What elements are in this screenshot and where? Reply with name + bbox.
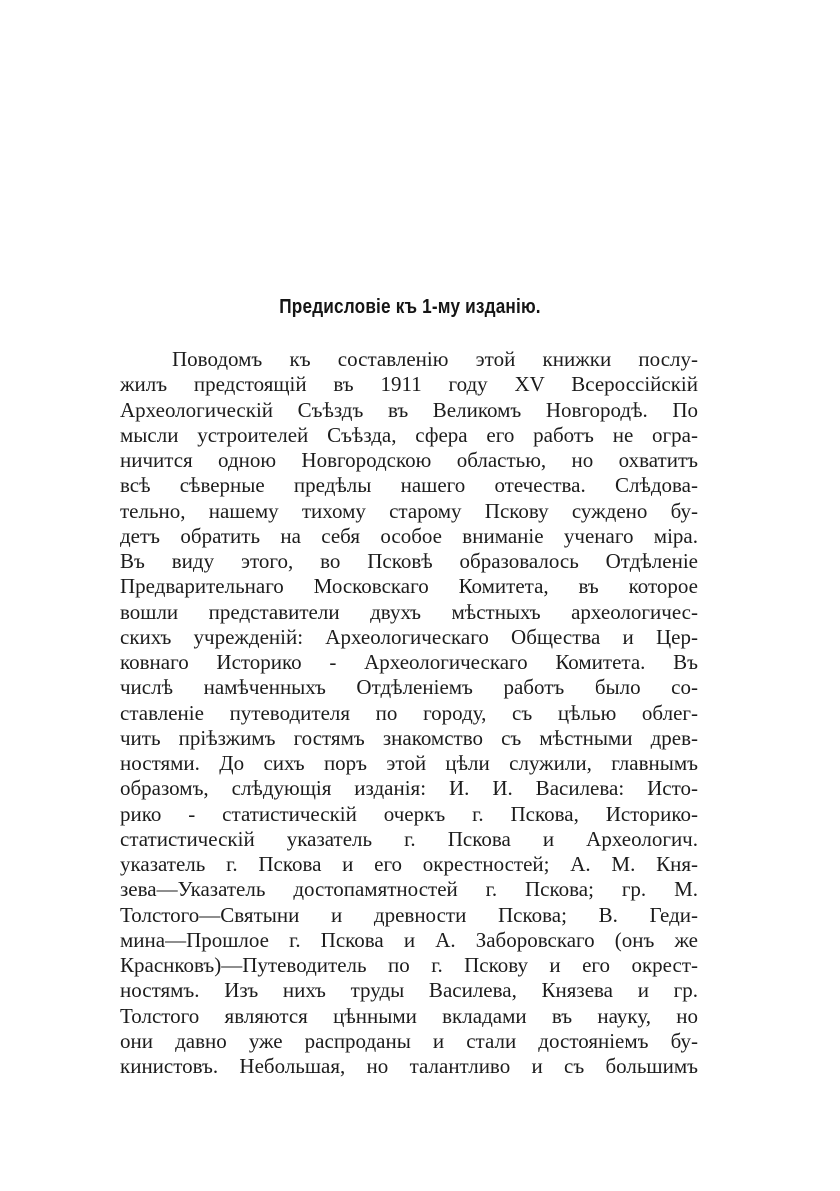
preface-heading: Предисловіе къ 1-му изданію. (279, 296, 541, 318)
text-line: числѣ намѣченныхъ Отдѣленіемъ работъ было со- (120, 675, 698, 700)
text-line: ставленіе путеводителя по городу, съ цѣлью облег- (120, 700, 698, 725)
text-line: Толстого—Святыни и древности Пскова; В. Геди- (120, 902, 698, 927)
text-line: ностямъ. Изъ нихъ труды Василева, Князева и гр. (120, 978, 698, 1003)
text-line: ничится одною Новгородскою областью, но охватитъ (120, 448, 698, 472)
text-line: жилъ предстоящій въ 1911 году XV Всероссійскій (120, 372, 698, 397)
text-line: мысли устроителей Съѣзда, сфера его работъ не огра- (120, 422, 698, 447)
text-line: Толстого являются цѣнными вкладами въ науку, но (120, 1003, 698, 1028)
text-line: Въ виду этого, во Псковѣ образовалось Отдѣленіе (120, 549, 698, 573)
text-line: рико - статистическій очеркъ г. Пскова, Историко- (120, 801, 698, 826)
text-line: Краснковъ)—Путеводитель по г. Пскову и его окрест- (120, 953, 698, 977)
text-line: зева—Указатель достопамятностей г. Пскова; гр. М. (120, 877, 698, 902)
text-line: тельно, нашему тихому старому Пскову суждено бу- (120, 498, 698, 523)
text-line: мина—Прошлое г. Пскова и А. Заборовскаго (онъ же (120, 927, 698, 952)
text-line: ностями. До сихъ поръ этой цѣли служили, главнымъ (120, 751, 698, 775)
preface-text (120, 347, 698, 1079)
text-line: Предварительнаго Московскаго Комитета, въ которое (120, 574, 698, 599)
text-line: Поводомъ къ составленію этой книжки послу- (172, 347, 698, 371)
text-line: ковнаго Историко - Археологическаго Комитета. Въ (120, 650, 698, 674)
text-line: скихъ учрежденій: Археологическаго Общества и Цер- (120, 624, 698, 649)
text-line: детъ обратить на себя особое вниманіе ученаго міра. (120, 523, 698, 548)
text-line: всѣ сѣверные предѣлы нашего отечества. Слѣдова- (120, 473, 698, 498)
text-line: чить пріѣзжимъ гостямъ знакомство съ мѣстными древ- (120, 725, 698, 750)
text-line: статистическій указатель г. Пскова и Археологич. (120, 826, 698, 851)
text-line: образомъ, слѣдующія изданія: И. И. Василева: Исто- (120, 776, 698, 801)
text-line: Археологическій Съѣздъ въ Великомъ Новгородѣ. По (120, 397, 698, 422)
text-line: указатель г. Пскова и его окрестностей; А. М. Кня- (120, 852, 698, 876)
text-line: кинистовъ. Небольшая, но талантливо и съ большимъ (120, 1054, 698, 1078)
text-line: они давно уже распроданы и стали достояніемъ бу- (120, 1028, 698, 1053)
text-line: вошли представители двухъ мѣстныхъ археологичес- (120, 599, 698, 624)
